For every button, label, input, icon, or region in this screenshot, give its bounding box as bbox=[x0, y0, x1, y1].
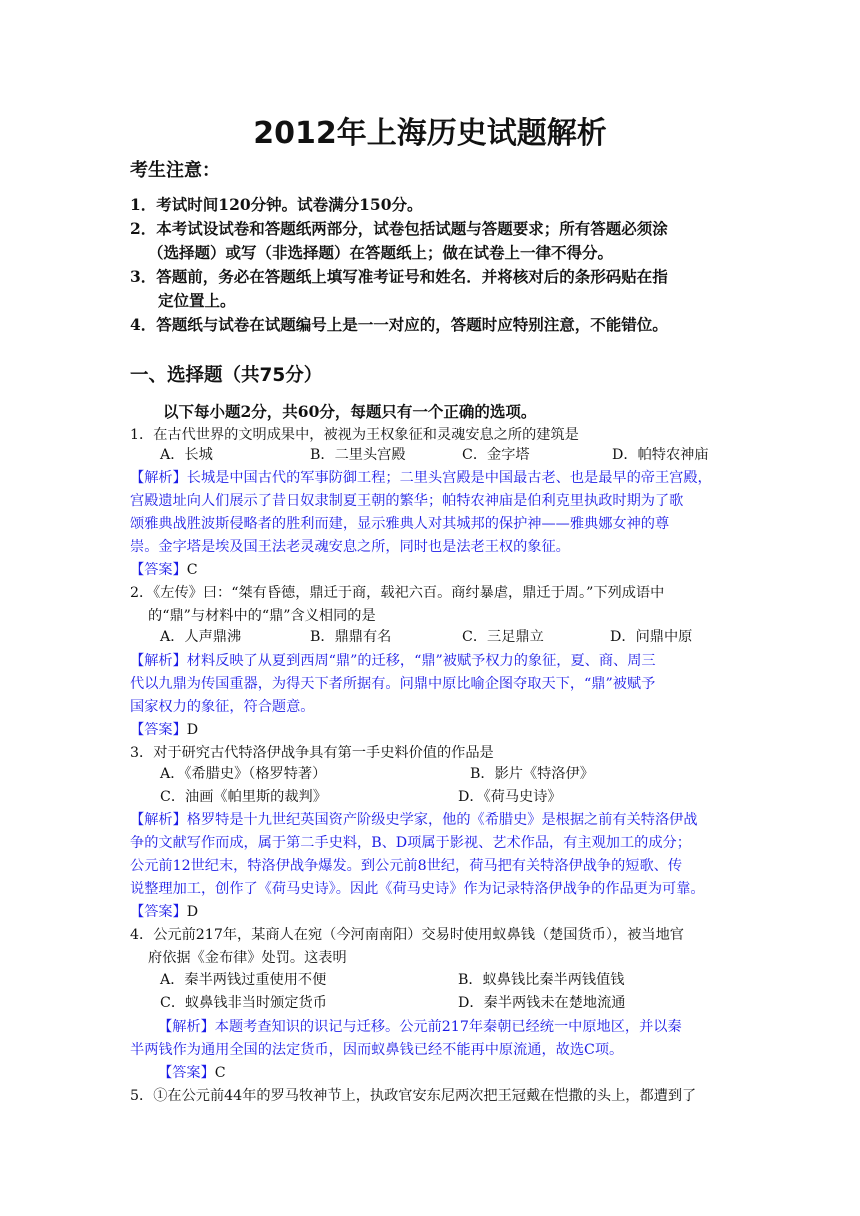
option-d: D．帕特农神庙 bbox=[612, 447, 709, 463]
notice-item: 3．答题前，务必在答题纸上填写准考证号和姓名．并将核对后的条形码贴在指 bbox=[130, 267, 668, 286]
analysis-line: 半两钱作为通用全国的法定货币，因而蚁鼻钱已经不能再中原流通，故选C项。 bbox=[130, 1042, 624, 1058]
notice-item: 2．本考试设试卷和答题纸两部分，试卷包括试题与答题要求；所有答题必须涂 bbox=[130, 219, 668, 238]
question-stem: 府依据《金布律》处罚。这表明 bbox=[148, 950, 347, 966]
question-stem: 的“鼎”与材料中的“鼎”含义相同的是 bbox=[148, 608, 376, 624]
option-a: A．《希腊史》（格罗特著） bbox=[160, 766, 327, 782]
analysis-text: 长城是中国古代的军事防御工程；二里头宫殿是中国最古老、也是最早的帝王宫殿， bbox=[186, 470, 712, 486]
question-stem: 5．①在公元前44年的罗马牧神节上，执政官安东尼两次把王冠戴在恺撒的头上，都遭到了 bbox=[130, 1088, 697, 1104]
analysis-line: 崇。金字塔是埃及国王法老灵魂安息之所，同时也是法老王权的象征。 bbox=[130, 539, 570, 555]
option-d: D．《荷马史诗》 bbox=[458, 789, 562, 805]
option-b: B．蚁鼻钱比秦半两钱值钱 bbox=[458, 972, 625, 988]
answer-line bbox=[130, 901, 740, 923]
question-stem: 3．对于研究古代特洛伊战争具有第一手史料价值的作品是 bbox=[130, 745, 494, 761]
analysis-line: 宫殿遗址向人们展示了昔日奴隶制夏王朝的繁华；帕特农神庙是伯利克里执政时期为了歌 bbox=[130, 493, 684, 509]
notice-item: 4．答题纸与试卷在试题编号上是一一对应的，答题时应特别注意，不能错位。 bbox=[130, 315, 668, 334]
question-stem: 1．在古代世界的文明成果中，被视为王权象征和灵魂安息之所的建筑是 bbox=[130, 427, 579, 443]
analysis-tag: 【解析】 bbox=[130, 470, 187, 486]
analysis-line: 国家权力的象征，符合题意。 bbox=[130, 699, 315, 715]
option-b: B．二里头宫殿 bbox=[310, 447, 406, 463]
analysis-tag: 【解析】 bbox=[158, 1019, 215, 1035]
option-c: C．三足鼎立 bbox=[462, 629, 544, 645]
answer-tag: 【答案】 bbox=[158, 1065, 215, 1081]
analysis-tag: 【解析】 bbox=[130, 653, 187, 669]
option-d: D．问鼎中原 bbox=[610, 629, 693, 645]
page-title: 2012年上海历史试题解析 bbox=[253, 116, 607, 151]
option-a: A．人声鼎沸 bbox=[160, 629, 242, 645]
analysis-line: 说整理加工，创作了《荷马史诗》。因此《荷马史诗》作为记录特洛伊战争的作品更为可靠。 bbox=[130, 881, 705, 897]
analysis-line bbox=[130, 809, 740, 831]
analysis-text: 格罗特是十九世纪英国资产阶级史学家，他的《希腊史》是根据之前有关特洛伊战 bbox=[186, 812, 698, 828]
notice-heading: 考生注意： bbox=[130, 160, 220, 181]
option-b: B．鼎鼎有名 bbox=[310, 629, 392, 645]
option-a: A．秦半两钱过重使用不便 bbox=[160, 972, 327, 988]
analysis-line bbox=[130, 650, 740, 672]
answer-value: C bbox=[214, 1065, 226, 1081]
answer-line bbox=[158, 1062, 768, 1084]
analysis-tag: 【解析】 bbox=[130, 812, 187, 828]
analysis-line: 颂雅典战胜波斯侵略者的胜利而建，显示雅典人对其城邦的保护神——雅典娜女神的尊 bbox=[130, 516, 670, 532]
answer-line bbox=[130, 719, 740, 741]
option-b: B．影片《特洛伊》 bbox=[470, 766, 594, 782]
analysis-text: 本题考查知识的识记与迁移。公元前217年秦朝已经统一中原地区，并以秦 bbox=[214, 1019, 682, 1035]
notice-item: （选择题）或写（非选择题）在答题纸上；做在试卷上一律不得分。 bbox=[148, 243, 614, 262]
notice-item: 1．考试时间120分钟。试卷满分150分。 bbox=[130, 195, 423, 214]
answer-line bbox=[130, 559, 740, 581]
analysis-line: 公元前12世纪末，特洛伊战争爆发。到公元前8世纪，荷马把有关特洛伊战争的短歌、传 bbox=[130, 858, 683, 874]
option-d: D．秦半两钱未在楚地流通 bbox=[458, 995, 626, 1011]
section-instructions: 以下每小题2分，共60分，每题只有一个正确的选项。 bbox=[163, 402, 537, 421]
analysis-text: 材料反映了从夏到西周“鼎”的迁移，“鼎”被赋予权力的象征，夏、商、周三 bbox=[186, 653, 656, 669]
option-c: C．油画《帕里斯的裁判》 bbox=[160, 789, 327, 805]
answer-tag: 【答案】 bbox=[130, 722, 187, 738]
question-stem: 4．公元前217年，某商人在宛（今河南南阳）交易时使用蚁鼻钱（楚国货币），被当地官 bbox=[130, 927, 684, 943]
option-c: C．蚁鼻钱非当时颁定货币 bbox=[160, 995, 327, 1011]
answer-value: D bbox=[186, 722, 199, 738]
analysis-line bbox=[158, 1016, 768, 1038]
answer-tag: 【答案】 bbox=[130, 904, 187, 920]
section-heading: 一、选择题（共75分） bbox=[130, 365, 323, 386]
option-a: A．长城 bbox=[160, 447, 213, 463]
analysis-line: 争的文献写作而成，属于第二手史料，B、D项属于影视、艺术作品，有主观加工的成分； bbox=[130, 835, 691, 851]
question-stem: 2．《左传》曰：“桀有昏德，鼎迁于商，载祀六百。商纣暴虐，鼎迁于周。”下列成语中 bbox=[130, 585, 665, 601]
option-c: C．金字塔 bbox=[462, 447, 530, 463]
analysis-line: 代以九鼎为传国重器，为得天下者所据有。问鼎中原比喻企图夺取天下，“鼎”被赋予 bbox=[130, 676, 656, 692]
answer-value: C bbox=[186, 562, 198, 578]
answer-value: D bbox=[186, 904, 199, 920]
analysis-line bbox=[130, 467, 740, 489]
answer-tag: 【答案】 bbox=[130, 562, 187, 578]
notice-item: 定位置上。 bbox=[158, 291, 236, 310]
